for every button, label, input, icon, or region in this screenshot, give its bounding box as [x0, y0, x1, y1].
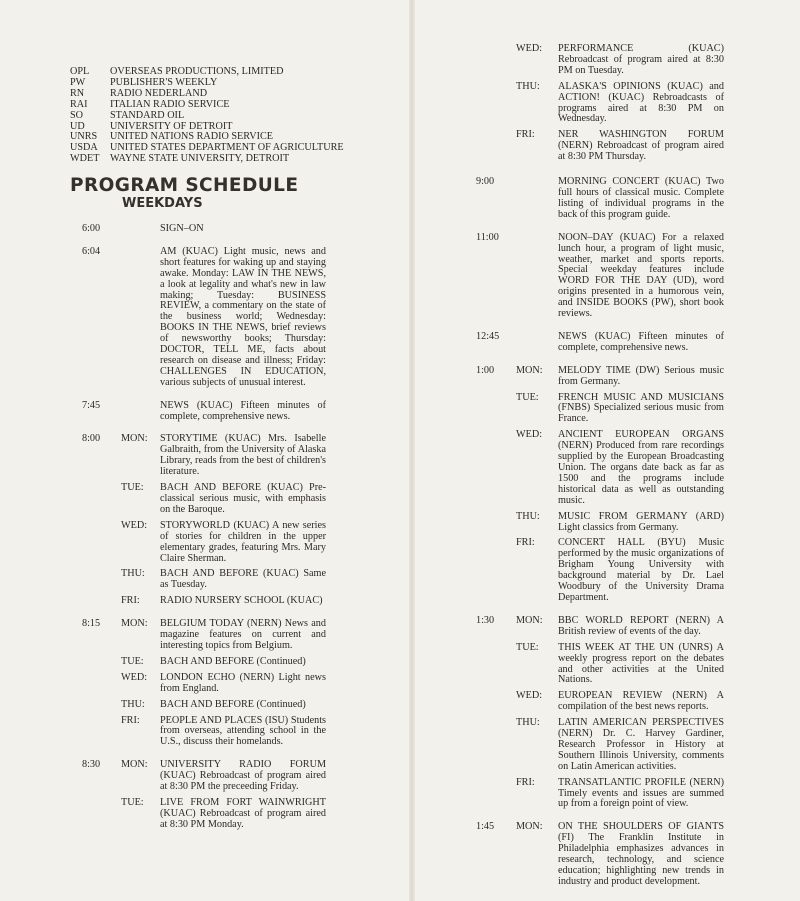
program-entry	[476, 512, 786, 534]
program-entry	[70, 657, 410, 668]
program-entry	[476, 778, 786, 811]
weekday-label: FRI:	[516, 776, 535, 788]
weekday-label: MON:	[516, 614, 543, 626]
program-description: BACH AND BEFORE (Continued)	[160, 655, 306, 667]
right-column	[476, 0, 786, 900]
abbreviation-code: RN	[70, 87, 85, 99]
program-entry	[476, 430, 786, 506]
time-slot	[476, 822, 786, 887]
left-schedule	[70, 224, 410, 831]
weekday-label: MON:	[516, 364, 543, 376]
weekday-label: TUE:	[121, 796, 144, 808]
program-entry	[70, 619, 410, 652]
program-description: LIVE FROM FORT WAINWRIGHT (KUAC) Rebroadcast of program aired at 8:30 PM Monday.	[160, 796, 326, 830]
time-slot	[70, 760, 410, 830]
program-description: CONCERT HALL (BYU) Music performed by the music organizations of Brigham Young University with background material by Dr. Lael Woodbury of the University Drama Department.	[558, 537, 724, 603]
abbreviation-code: UNRS	[70, 131, 98, 143]
program-entry	[70, 760, 410, 793]
program-description: TRANSATLANTIC PROFILE (NERN) Timely events and issues are summed up from a foreign point of view.	[558, 776, 724, 810]
program-description: LONDON ECHO (NERN) Light news from England.	[160, 671, 326, 694]
weekday-label: WED:	[121, 519, 148, 531]
program-entry	[70, 247, 410, 389]
program-entry	[70, 434, 410, 478]
program-description: BACH AND BEFORE (KUAC) Same as Tuesday.	[160, 568, 326, 591]
program-entry	[476, 393, 786, 426]
program-description: BELGIUM TODAY (NERN) News and magazine features on current and interesting topics from Belgium.	[160, 618, 326, 651]
program-description: BACH AND BEFORE (Continued)	[160, 698, 306, 710]
section-subtitle: WEEKDAYS	[122, 196, 203, 212]
time-slot	[476, 366, 786, 604]
program-description: STORYTIME (KUAC) Mrs. Isabelle Galbraith, from the University of Alaska Library, reads from the best of children's literature.	[160, 433, 326, 478]
slot-time: 6:04	[82, 245, 101, 257]
program-entry	[70, 596, 410, 607]
program-entry	[70, 521, 410, 565]
weekday-label: FRI:	[121, 595, 140, 607]
abbreviation-name: STANDARD OIL	[110, 109, 185, 121]
program-description: EUROPEAN REVIEW (NERN) A compilation of the best news reports.	[558, 690, 724, 713]
time-slot	[476, 177, 786, 221]
abbreviation-name: PUBLISHER'S WEEKLY	[110, 76, 218, 88]
program-entry	[70, 700, 410, 711]
right-schedule	[476, 177, 786, 888]
program-description: NOON–DAY (KUAC) For a relaxed lunch hour, a program of light music, weather, market and sports reports. Special weekday features include WORD FOR THE DAY (UD), word origins presented in a humorous vein, and INSIDE BOOKS (PW), short book reviews.	[558, 231, 724, 320]
abbreviation-row	[70, 154, 410, 165]
program-description: NER WASHINGTON FORUM (NERN) Rebroadcast of program aired at 8:30 PM Thursday.	[558, 129, 724, 163]
time-slot	[70, 619, 410, 748]
program-entry	[476, 177, 786, 221]
abbreviation-code: USDA	[70, 142, 98, 154]
slot-time: 6:00	[82, 222, 101, 234]
left-column	[70, 0, 410, 843]
weekday-label: FRI:	[121, 714, 140, 726]
program-entry	[476, 822, 786, 887]
program-description: MORNING CONCERT (KUAC) Two full hours of classical music. Complete listing of individual programs in the back of this program guide.	[558, 176, 724, 220]
program-entry	[476, 643, 786, 687]
time-slot	[476, 616, 786, 811]
program-entry	[476, 82, 786, 126]
abbreviation-name: WAYNE STATE UNIVERSITY, DETROIT	[110, 153, 290, 165]
slot-time: 7:45	[82, 399, 101, 411]
slot-time: 9:00	[476, 176, 495, 188]
program-description: PEOPLE AND PLACES (ISU) Students from overseas, attending school in the U.S., discuss their homelands.	[160, 714, 326, 748]
weekday-label: TUE:	[121, 655, 144, 667]
abbreviation-code: RAI	[70, 98, 88, 110]
slot-time: 1:00	[476, 364, 495, 376]
time-slot	[476, 332, 786, 354]
abbreviation-row	[70, 100, 410, 111]
program-entry	[476, 366, 786, 388]
slot-time: 1:45	[476, 821, 495, 833]
program-entry	[70, 483, 410, 516]
program-description: ALASKA'S OPINIONS (KUAC) and ACTION! (KUAC) Rebroadcasts of programs aired at 8:30 PM on Wednesday.	[558, 80, 724, 125]
abbreviation-name: UNITED NATIONS RADIO SERVICE	[110, 131, 274, 143]
page-title: PROGRAM SCHEDULE	[70, 175, 299, 197]
abbreviation-code: UD	[70, 120, 85, 132]
program-entry	[476, 233, 786, 320]
time-slot	[70, 401, 410, 423]
program-description: ON THE SHOULDERS OF GIANTS (FI) The Franklin Institute in Philadelphia emphasizes advances in research, technology, and science education; highlighting new trends in industry and product development.	[558, 821, 724, 887]
abbreviation-code: SO	[70, 109, 84, 121]
weekday-label: THU:	[516, 717, 540, 729]
weekday-label: WED:	[121, 671, 148, 683]
abbreviation-code: OPL	[70, 66, 90, 77]
slot-time: 8:00	[82, 433, 101, 445]
program-description: PERFORMANCE (KUAC) Rebroadcast of program aired at 8:30 PM on Tuesday.	[558, 43, 724, 76]
program-description: NEWS (KUAC) Fifteen minutes of complete, comprehensive news.	[160, 399, 326, 422]
slot-time: 8:15	[82, 618, 101, 630]
program-entry	[476, 718, 786, 773]
slot-time: 12:45	[476, 330, 500, 342]
time-slot	[70, 247, 410, 389]
weekday-label: MON:	[121, 433, 148, 445]
program-entry	[476, 616, 786, 638]
program-entry	[70, 569, 410, 591]
program-description: STORYWORLD (KUAC) A new series of stories for children in the upper elementary grades, featuring Mrs. Mary Claire Sherman.	[160, 519, 326, 564]
program-entry	[70, 716, 410, 749]
program-description: MELODY TIME (DW) Serious music from Germany.	[558, 364, 724, 387]
time-slot	[70, 224, 410, 235]
slot-time: 11:00	[476, 231, 499, 243]
weekday-label: WED:	[516, 429, 543, 441]
program-description: RADIO NURSERY SCHOOL (KUAC)	[160, 595, 323, 607]
weekday-label: MON:	[516, 821, 543, 833]
abbreviation-code: WDET	[70, 153, 100, 165]
weekday-label: THU:	[516, 510, 540, 522]
weekday-label: WED:	[516, 690, 543, 702]
abbreviation-row	[70, 111, 410, 122]
slot-time: 1:30	[476, 614, 495, 626]
time-slot	[476, 233, 786, 320]
program-description: BACH AND BEFORE (KUAC) Pre-classical serious music, with emphasis on the Baroque.	[160, 482, 326, 515]
abbreviation-list	[70, 67, 410, 165]
abbreviation-name: UNITED STATES DEPARTMENT OF AGRICULTURE	[110, 142, 344, 154]
program-entry	[476, 691, 786, 713]
abbreviation-name: OVERSEAS PRODUCTIONS, LIMITED	[110, 66, 284, 77]
abbreviation-name: UNIVERSITY OF DETROIT	[110, 120, 233, 132]
program-entry	[70, 401, 410, 423]
program-description: UNIVERSITY RADIO FORUM (KUAC) Rebroadcast of program aired at 8:30 PM the preceeding Friday.	[160, 759, 326, 793]
time-slot	[70, 434, 410, 607]
program-entry	[70, 224, 410, 235]
abbreviation-name: ITALIAN RADIO SERVICE	[110, 98, 230, 110]
program-description: LATIN AMERICAN PERSPECTIVES (NERN) Dr. C. Harvey Gardiner, Research Professor in History at Southern Illinois University, comments on Latin American activities.	[558, 717, 724, 772]
program-entry	[476, 332, 786, 354]
program-description: NEWS (KUAC) Fifteen minutes of complete, comprehensive news.	[558, 330, 724, 353]
weekday-label: MON:	[121, 759, 148, 771]
weekday-label: WED:	[516, 43, 543, 54]
program-description: THIS WEEK AT THE UN (UNRS) A weekly progress report on the debates and other activities at the United Nations.	[558, 641, 724, 686]
weekday-label: THU:	[121, 568, 145, 580]
weekday-label: TUE:	[516, 641, 539, 653]
program-entry	[476, 538, 786, 603]
weekday-label: FRI:	[516, 537, 535, 549]
program-description: MUSIC FROM GERMANY (ARD) Light classics from Germany.	[558, 510, 724, 533]
continued-slot	[476, 44, 786, 163]
program-entry	[70, 798, 410, 831]
program-description: ANCIENT EUROPEAN ORGANS (NERN) Produced from rare recordings supplied by the European Broadcasting Union. The organs date back as far as 1500 and the programs include historical data as well as outstanding music.	[558, 429, 724, 506]
program-description: SIGN–ON	[160, 222, 204, 234]
abbreviation-name: RADIO NEDERLAND	[110, 87, 208, 99]
program-description: BBC WORLD REPORT (NERN) A British review of events of the day.	[558, 614, 724, 637]
weekday-label: THU:	[121, 698, 145, 710]
slot-time: 8:30	[82, 759, 101, 771]
program-description: FRENCH MUSIC AND MUSICIANS (FNBS) Specialized serious music from France.	[558, 391, 724, 425]
weekday-label: FRI:	[516, 129, 535, 141]
abbreviation-code: PW	[70, 76, 86, 88]
weekday-label: THU:	[516, 80, 540, 92]
program-entry	[476, 44, 786, 77]
weekday-label: TUE:	[121, 482, 144, 494]
weekday-label: TUE:	[516, 391, 539, 403]
program-entry	[476, 130, 786, 163]
program-entry	[70, 673, 410, 695]
program-description: AM (KUAC) Light music, news and short features for waking up and staying awake. Monday: LAW IN THE NEWS, a look at legality and what's new in law making; Tuesday: BUSINESS REVIEW, a commentary on the state of the business world; Wednesday: BOOKS IN THE NEWS, brief reviews of newsworthy books; Thursday: DOCTOR, TELL ME, facts about research on disease and illness; Friday: CHALLENGES IN EDUCATION, various subjects of unusual interest.	[160, 245, 326, 388]
weekday-label: MON:	[121, 618, 148, 630]
